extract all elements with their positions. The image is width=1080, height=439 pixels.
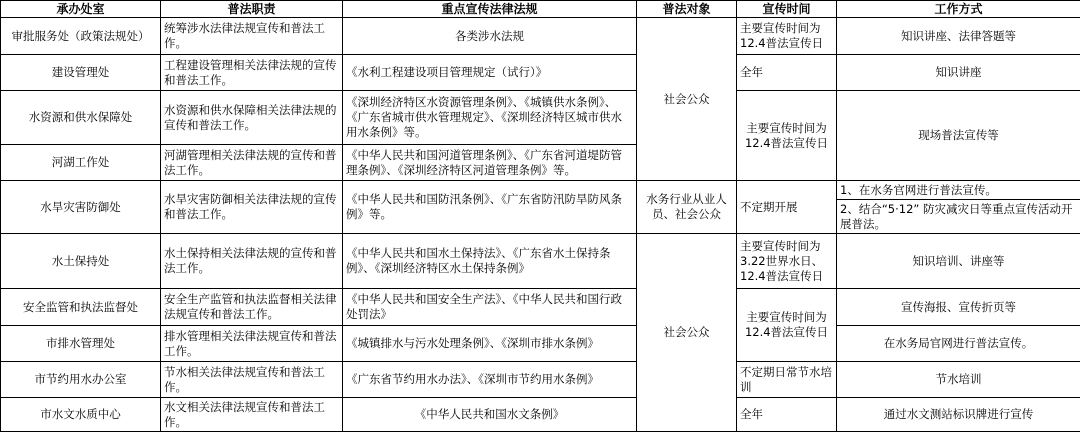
laws-cell: 《中华人民共和国安全生产法》、《中华人民共和国行政处罚法》 [343, 289, 637, 326]
dept-cell: 水土保持处 [1, 234, 161, 289]
time-cell: 不定期日常节水培训 [737, 362, 837, 398]
laws-cell: 《城镇排水与污水处理条例》、《深圳市排水条例》 [343, 326, 637, 362]
method-cell: 2、结合“5·12” 防灾减灾日等重点宣传活动开展普法。 [837, 200, 1080, 234]
time-cell: 主要宣传时间为12.4普法宣传日 [737, 289, 837, 362]
laws-cell: 《中华人民共和国水文条例》 [343, 398, 637, 432]
duty-cell: 河湖管理相关法律法规的宣传和普法工作。 [161, 145, 343, 181]
method-cell: 1、在水务官网进行普法宣传。 [837, 181, 1080, 200]
duty-cell: 统筹涉水法律法规宣传和普法工作。 [161, 18, 343, 55]
header-target: 普法对象 [637, 1, 737, 18]
method-cell: 知识讲座、法律答题等 [837, 18, 1080, 55]
laws-cell: 《中华人民共和国水土保持法》、《广东省水土保持条例》、《深圳经济特区水土保持条例》 [343, 234, 637, 289]
header-method: 工作方式 [837, 1, 1080, 18]
header-duty: 普法职责 [161, 1, 343, 18]
dept-cell: 建设管理处 [1, 55, 161, 91]
target-cell: 社会公众 [637, 18, 737, 181]
duty-cell: 水土保持相关法律法规的宣传和普法工作。 [161, 234, 343, 289]
laws-cell: 《广东省节约用水办法》、《深圳市节约用水条例》 [343, 362, 637, 398]
dept-cell: 市节约用水办公室 [1, 362, 161, 398]
target-cell: 水务行业从业人员、社会公众 [637, 181, 737, 234]
dept-cell: 审批服务处（政策法规处） [1, 18, 161, 55]
method-cell: 节水培训 [837, 362, 1080, 398]
duty-cell: 水旱灾害防御相关法律法规的宣传和普法工作。 [161, 181, 343, 234]
duty-cell: 安全生产监管和执法监督相关法律法规宣传和普法工作。 [161, 289, 343, 326]
method-cell: 知识讲座 [837, 55, 1080, 91]
time-cell: 主要宣传时间为3.22世界水日、12.4普法宣传日 [737, 234, 837, 289]
time-cell: 主要宣传时间为12.4普法宣传日 [737, 18, 837, 55]
time-cell: 全年 [737, 55, 837, 91]
table-row [1, 91, 1080, 145]
table-row [1, 234, 1080, 289]
duty-cell: 水文相关法律法规宣传和普法工作。 [161, 398, 343, 432]
duty-cell: 节水相关法律法规宣传和普法工作。 [161, 362, 343, 398]
laws-cell: 《水利工程建设项目管理规定（试行）》 [343, 55, 637, 91]
table-row [1, 18, 1080, 55]
laws-cell: 《中华人民共和国河道管理条例》、《广东省河道堤防管理条例》、《深圳经济特区河道管理条例》等。 [343, 145, 637, 181]
time-cell: 主要宣传时间为12.4普法宣传日 [737, 91, 837, 181]
header-row [1, 1, 1080, 18]
table-row [1, 289, 1080, 326]
dept-cell: 市排水管理处 [1, 326, 161, 362]
dept-cell: 市水文水质中心 [1, 398, 161, 432]
dept-cell: 河湖工作处 [1, 145, 161, 181]
table-row [1, 326, 1080, 362]
header-laws: 重点宣传法律法规 [343, 1, 637, 18]
time-cell: 不定期开展 [737, 181, 837, 234]
method-cell: 通过水文测站标识牌进行宣传 [837, 398, 1080, 432]
laws-cell: 各类涉水法规 [343, 18, 637, 55]
method-cell: 知识培训、讲座等 [837, 234, 1080, 289]
dept-cell: 水旱灾害防御处 [1, 181, 161, 234]
table-row [1, 362, 1080, 398]
laws-cell: 《中华人民共和国防汛条例》、《广东省防汛防旱防风条例》等。 [343, 181, 637, 234]
table-row [1, 398, 1080, 432]
method-cell: 现场普法宣传等 [837, 91, 1080, 181]
header-dept: 承办处室 [1, 1, 161, 18]
dept-cell: 安全监管和执法监督处 [1, 289, 161, 326]
target-cell: 社会公众 [637, 234, 737, 432]
dept-cell: 水资源和供水保障处 [1, 91, 161, 145]
header-time: 宣传时间 [737, 1, 837, 18]
table-row [1, 181, 1080, 200]
duty-cell: 工程建设管理相关法律法规的宣传和普法工作。 [161, 55, 343, 91]
duty-cell: 水资源和供水保障相关法律法规的宣传和普法工作。 [161, 91, 343, 145]
laws-cell: 《深圳经济特区水资源管理条例》、《城镇供水条例》、《广东省城市供水管理规定》、《深圳经济特区城市供水用水条例》等。 [343, 91, 637, 145]
method-cell: 宣传海报、宣传折页等 [837, 289, 1080, 326]
time-cell: 全年 [737, 398, 837, 432]
method-cell: 在水务局官网进行普法宣传。 [837, 326, 1080, 362]
duty-cell: 排水管理相关法律法规宣传和普法工作。 [161, 326, 343, 362]
table-row [1, 55, 1080, 91]
